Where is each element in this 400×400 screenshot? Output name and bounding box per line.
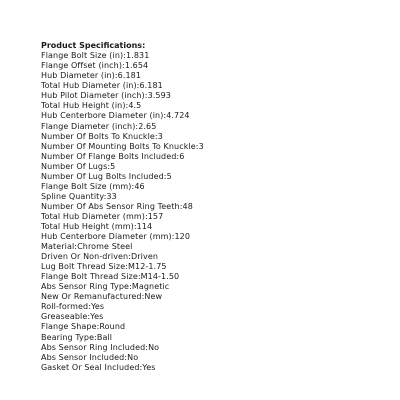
spec-line: Flange Diameter (inch):2.65 <box>41 121 157 131</box>
spec-line: Lug Bolt Thread Size:M12-1.75 <box>41 262 167 272</box>
spec-line: Spline Quantity:33 <box>41 191 117 201</box>
spec-line: Hub Diameter (in):6.181 <box>41 71 142 81</box>
spec-line: Hub Centerbore Diameter (mm):120 <box>41 232 191 242</box>
spec-line: Number Of Lugs:5 <box>41 161 116 171</box>
spec-line: Number Of Abs Sensor Ring Teeth:48 <box>41 201 193 211</box>
specifications-title: Product Specifications: <box>41 41 146 50</box>
spec-line: Abs Sensor Ring Type:Magnetic <box>41 282 170 292</box>
spec-line: Total Hub Height (mm):114 <box>41 222 153 231</box>
spec-line: Greaseable:Yes <box>41 312 104 322</box>
spec-line: Hub Centerbore Diameter (in):4.724 <box>41 111 190 121</box>
spec-line: Roll-formed:Yes <box>41 302 105 312</box>
spec-line: Total Hub Height (in):4.5 <box>41 101 142 111</box>
product-specifications <box>41 40 381 373</box>
spec-line: Flange Bolt Size (mm):46 <box>41 181 145 191</box>
spec-line: Total Hub Diameter (in):6.181 <box>41 81 163 91</box>
spec-line: Abs Sensor Ring Included:No <box>41 342 160 352</box>
spec-line: Number Of Flange Bolts Included:6 <box>41 151 185 161</box>
spec-line: Total Hub Diameter (mm):157 <box>41 211 164 221</box>
spec-line: Driven Or Non-driven:Driven <box>41 252 159 262</box>
spec-line: Abs Sensor Included:No <box>41 352 139 362</box>
spec-line: Number Of Mounting Bolts To Knuckle:3 <box>41 141 204 151</box>
spec-line: Flange Offset (inch):1.654 <box>41 61 149 71</box>
spec-line: Flange Bolt Thread Size:M14-1.50 <box>41 272 180 282</box>
spec-line: New Or Remanufactured:New <box>41 292 163 302</box>
spec-line: Flange Bolt Size (in):1.831 <box>41 51 150 61</box>
spec-line: Flange Shape:Round <box>41 322 126 332</box>
spec-line: Number Of Lug Bolts Included:5 <box>41 171 172 181</box>
spec-line: Material:Chrome Steel <box>41 242 133 252</box>
specifications-list <box>41 51 381 373</box>
spec-line: Gasket Or Seal Included:Yes <box>41 362 156 372</box>
spec-line: Hub Pilot Diameter (inch):3.593 <box>41 91 171 101</box>
spec-line: Bearing Type:Ball <box>41 332 113 342</box>
spec-line: Number Of Bolts To Knuckle:3 <box>41 131 163 141</box>
